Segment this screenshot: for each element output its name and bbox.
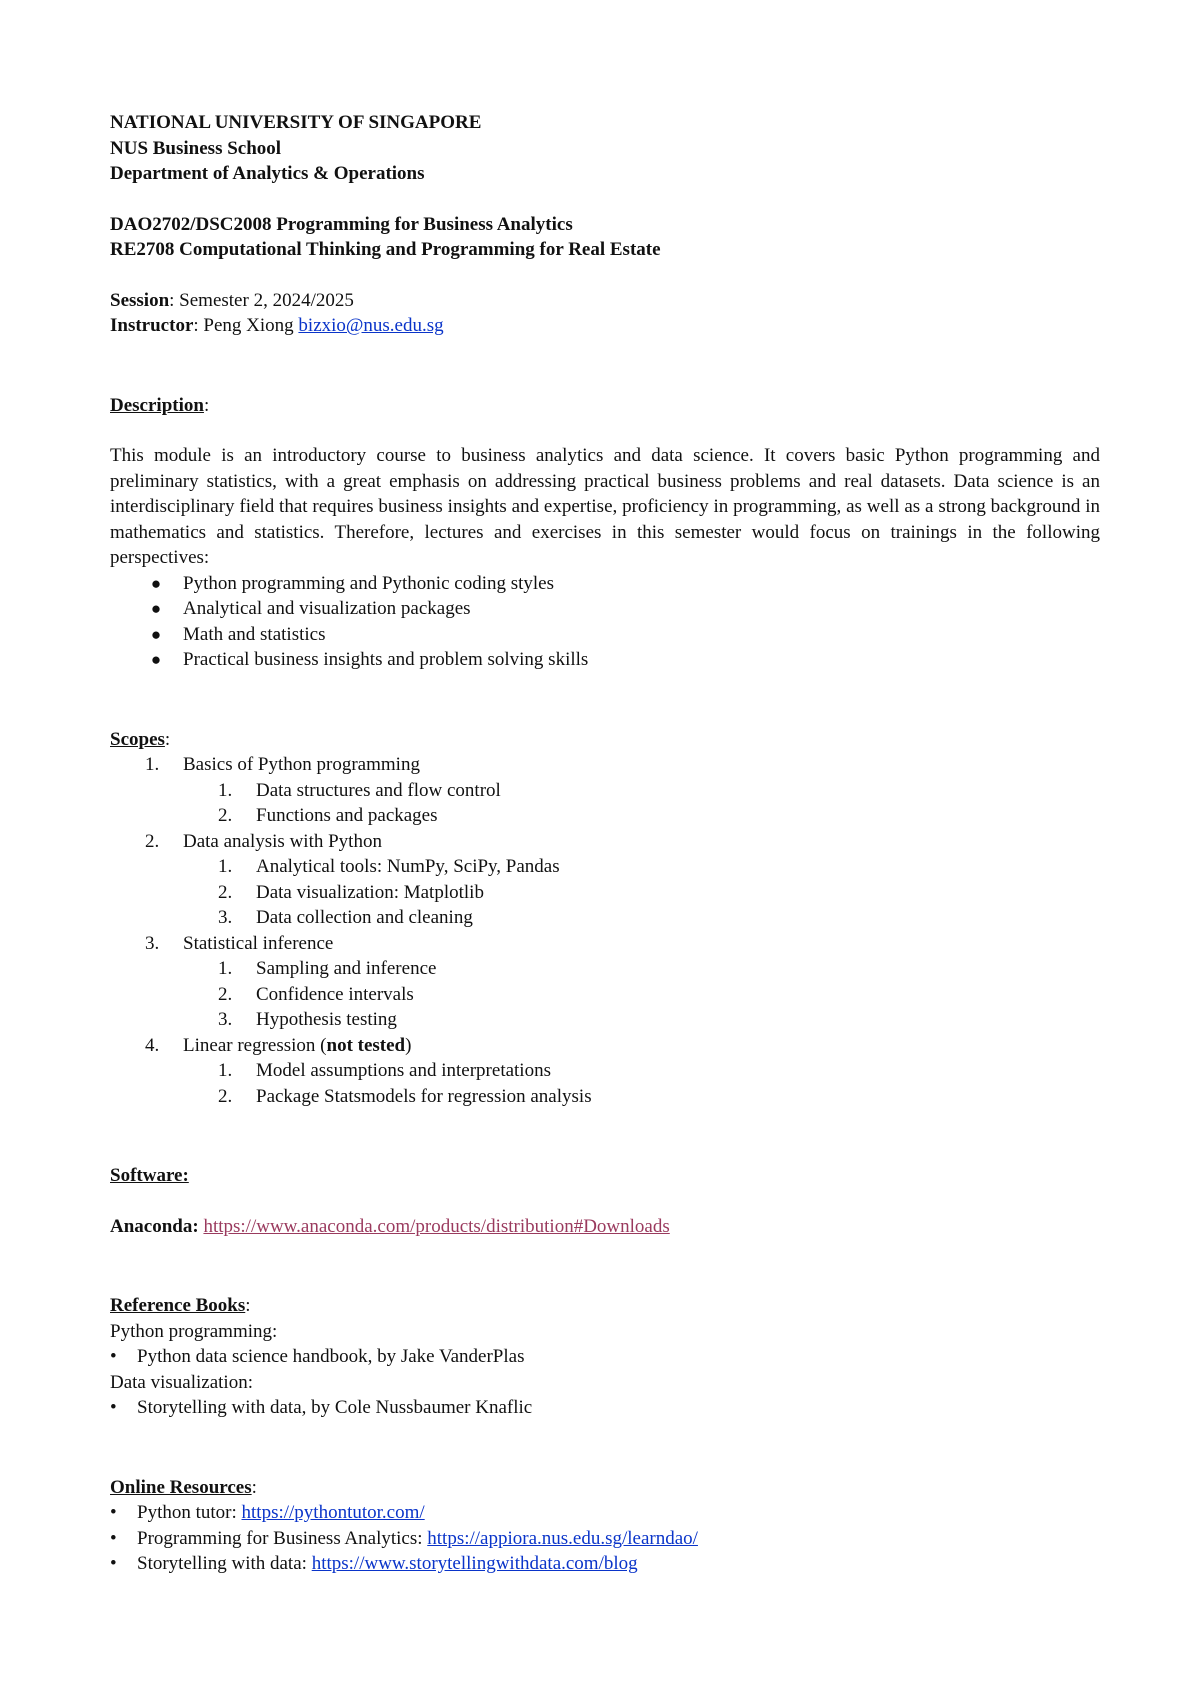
session-label: Session xyxy=(110,289,170,311)
list-number: 2. xyxy=(145,830,160,852)
storytelling-link[interactable]: https://www.storytellingwithdata.com/blog xyxy=(311,1553,638,1574)
scopes-colon: : xyxy=(164,728,171,750)
list-item: ● Analytical and visualization packages xyxy=(110,596,1100,622)
scope-item xyxy=(110,1033,1100,1110)
software-line xyxy=(110,1214,1100,1240)
list-number: 1. xyxy=(218,1060,233,1081)
scopes-heading: Scopes xyxy=(110,728,165,750)
scope-subitem: 3. Data collection and cleaning xyxy=(183,905,1100,931)
university-name: NATIONAL UNIVERSITY OF SINGAPORE xyxy=(110,112,482,133)
anaconda-link[interactable]: https://www.anaconda.com/products/distribution#Downloads xyxy=(203,1215,670,1237)
scope-label: Data analysis with Python xyxy=(183,830,382,852)
list-number: 2. xyxy=(218,881,233,903)
list-item: ● Practical business insights and problem solving skills xyxy=(110,647,1100,673)
bullet-icon: ● xyxy=(150,599,162,618)
scope-sublist xyxy=(183,778,1100,829)
list-number: 3. xyxy=(218,907,233,928)
course-title-1: DAO2702/DSC2008 Programming for Business Analytics xyxy=(110,213,573,235)
reference-list xyxy=(110,1395,1100,1421)
instructor-email-link[interactable]: bizxio@nus.edu.sg xyxy=(298,315,444,336)
document-content xyxy=(110,110,1100,1577)
bullet-icon: ● xyxy=(150,573,162,593)
online-resources-list xyxy=(110,1500,1100,1577)
bullet-icon: • xyxy=(110,1553,117,1574)
bullet-icon: • xyxy=(110,1527,117,1549)
bullet-icon: • xyxy=(110,1397,117,1418)
list-item: ● Python programming and Pythonic coding styles xyxy=(110,571,1100,597)
description-paragraph: This module is an introductory course to business analytics and data science. It covers basic Python programming and preliminary statistics, with a great emphasis on addressing practical business problems and real datasets. Data science is an interdisciplinary field that requires business insights and expertise, proficiency in programming, as well as a strong background in mathematics and statistics. Therefore, lectures and exercises in this semester would focus on trainings in the following perspectives: xyxy=(110,445,1100,568)
list-item: • Storytelling with data, by Cole Nussbaumer Knaflic xyxy=(110,1395,1100,1421)
bullet-icon: ● xyxy=(150,624,162,644)
instructor-label: Instructor xyxy=(110,315,194,336)
instructor-value: : Peng Xiong xyxy=(193,315,299,336)
list-number: 2. xyxy=(218,805,233,826)
scopes-list xyxy=(110,752,1100,1109)
scope-subitem: 2. Data visualization: Matplotlib xyxy=(183,880,1100,906)
scope-subitem: 1. Model assumptions and interpretations xyxy=(183,1058,1100,1084)
bullet-icon: ● xyxy=(150,650,162,669)
bullet-icon: • xyxy=(110,1346,117,1367)
description-heading: Description xyxy=(110,394,204,416)
list-number: 2. xyxy=(218,1085,233,1107)
scope-item xyxy=(110,829,1100,931)
reference-group-title: Python programming: xyxy=(110,1320,278,1342)
online-resources-heading: Online Resources xyxy=(110,1476,252,1498)
session-line xyxy=(110,288,1100,314)
course-title-2: RE2708 Computational Thinking and Programming for Real Estate xyxy=(110,239,661,260)
scope-item xyxy=(110,931,1100,1033)
learndao-link[interactable]: https://appiora.nus.edu.sg/learndao/ xyxy=(427,1527,698,1549)
reference-group-title: Data visualization: xyxy=(110,1371,253,1393)
scope-subitem: 2. Functions and packages xyxy=(183,803,1100,829)
scope-sublist xyxy=(183,1058,1100,1109)
session-value: : Semester 2, 2024/2025 xyxy=(169,289,354,311)
pythontutor-link[interactable]: https://pythontutor.com/ xyxy=(241,1502,425,1523)
list-number: 3. xyxy=(145,932,160,954)
scope-subitem: 1. Analytical tools: NumPy, SciPy, Pandas xyxy=(183,854,1100,880)
anaconda-label: Anaconda: xyxy=(110,1215,199,1237)
list-number: 3. xyxy=(218,1009,233,1030)
list-item: ● Math and statistics xyxy=(110,622,1100,648)
reference-books-heading-line: Reference Books: xyxy=(110,1295,251,1316)
scope-label: Basics of Python programming xyxy=(183,754,420,775)
scopes-heading-line xyxy=(110,727,1100,753)
instructor-line xyxy=(110,313,1100,339)
scope-subitem: 1. Data structures and flow control xyxy=(183,778,1100,804)
scope-label: Statistical inference xyxy=(183,932,334,954)
list-number: 1. xyxy=(145,754,160,775)
scope-label: Linear regression (not tested) xyxy=(183,1034,412,1056)
reference-list xyxy=(110,1344,1100,1370)
scope-subitem: 1. Sampling and inference xyxy=(183,956,1100,982)
list-number: 1. xyxy=(218,856,233,877)
department-name: Department of Analytics & Operations xyxy=(110,163,425,184)
school-name: NUS Business School xyxy=(110,137,282,159)
perspective-list xyxy=(110,571,1100,673)
list-item: • Python tutor: https://pythontutor.com/ xyxy=(110,1500,1100,1526)
scope-subitem: 2. Confidence intervals xyxy=(183,982,1100,1008)
reference-books-heading: Reference Books xyxy=(110,1295,246,1316)
scope-sublist xyxy=(183,956,1100,1033)
list-number: 1. xyxy=(218,779,233,801)
description-heading-line xyxy=(110,393,1100,419)
scope-subitem: 3. Hypothesis testing xyxy=(183,1007,1100,1033)
software-heading: Software: xyxy=(110,1165,189,1186)
scope-sublist xyxy=(183,854,1100,931)
list-number: 4. xyxy=(145,1034,160,1056)
list-item: • Python data science handbook, by Jake VanderPlas xyxy=(110,1344,1100,1370)
description-colon: : xyxy=(203,394,210,416)
scope-subitem: 2. Package Statsmodels for regression analysis xyxy=(183,1084,1100,1110)
list-number: 1. xyxy=(218,958,233,979)
bullet-icon: • xyxy=(110,1502,117,1523)
online-resources-heading-line: Online Resources: xyxy=(110,1476,257,1498)
scope-item xyxy=(110,752,1100,829)
list-item: • Programming for Business Analytics: https://appiora.nus.edu.sg/learndao/ xyxy=(110,1526,1100,1552)
list-item: • Storytelling with data: https://www.storytellingwithdata.com/blog xyxy=(110,1551,1100,1577)
list-number: 2. xyxy=(218,983,233,1005)
not-tested-label: not tested xyxy=(326,1034,406,1056)
